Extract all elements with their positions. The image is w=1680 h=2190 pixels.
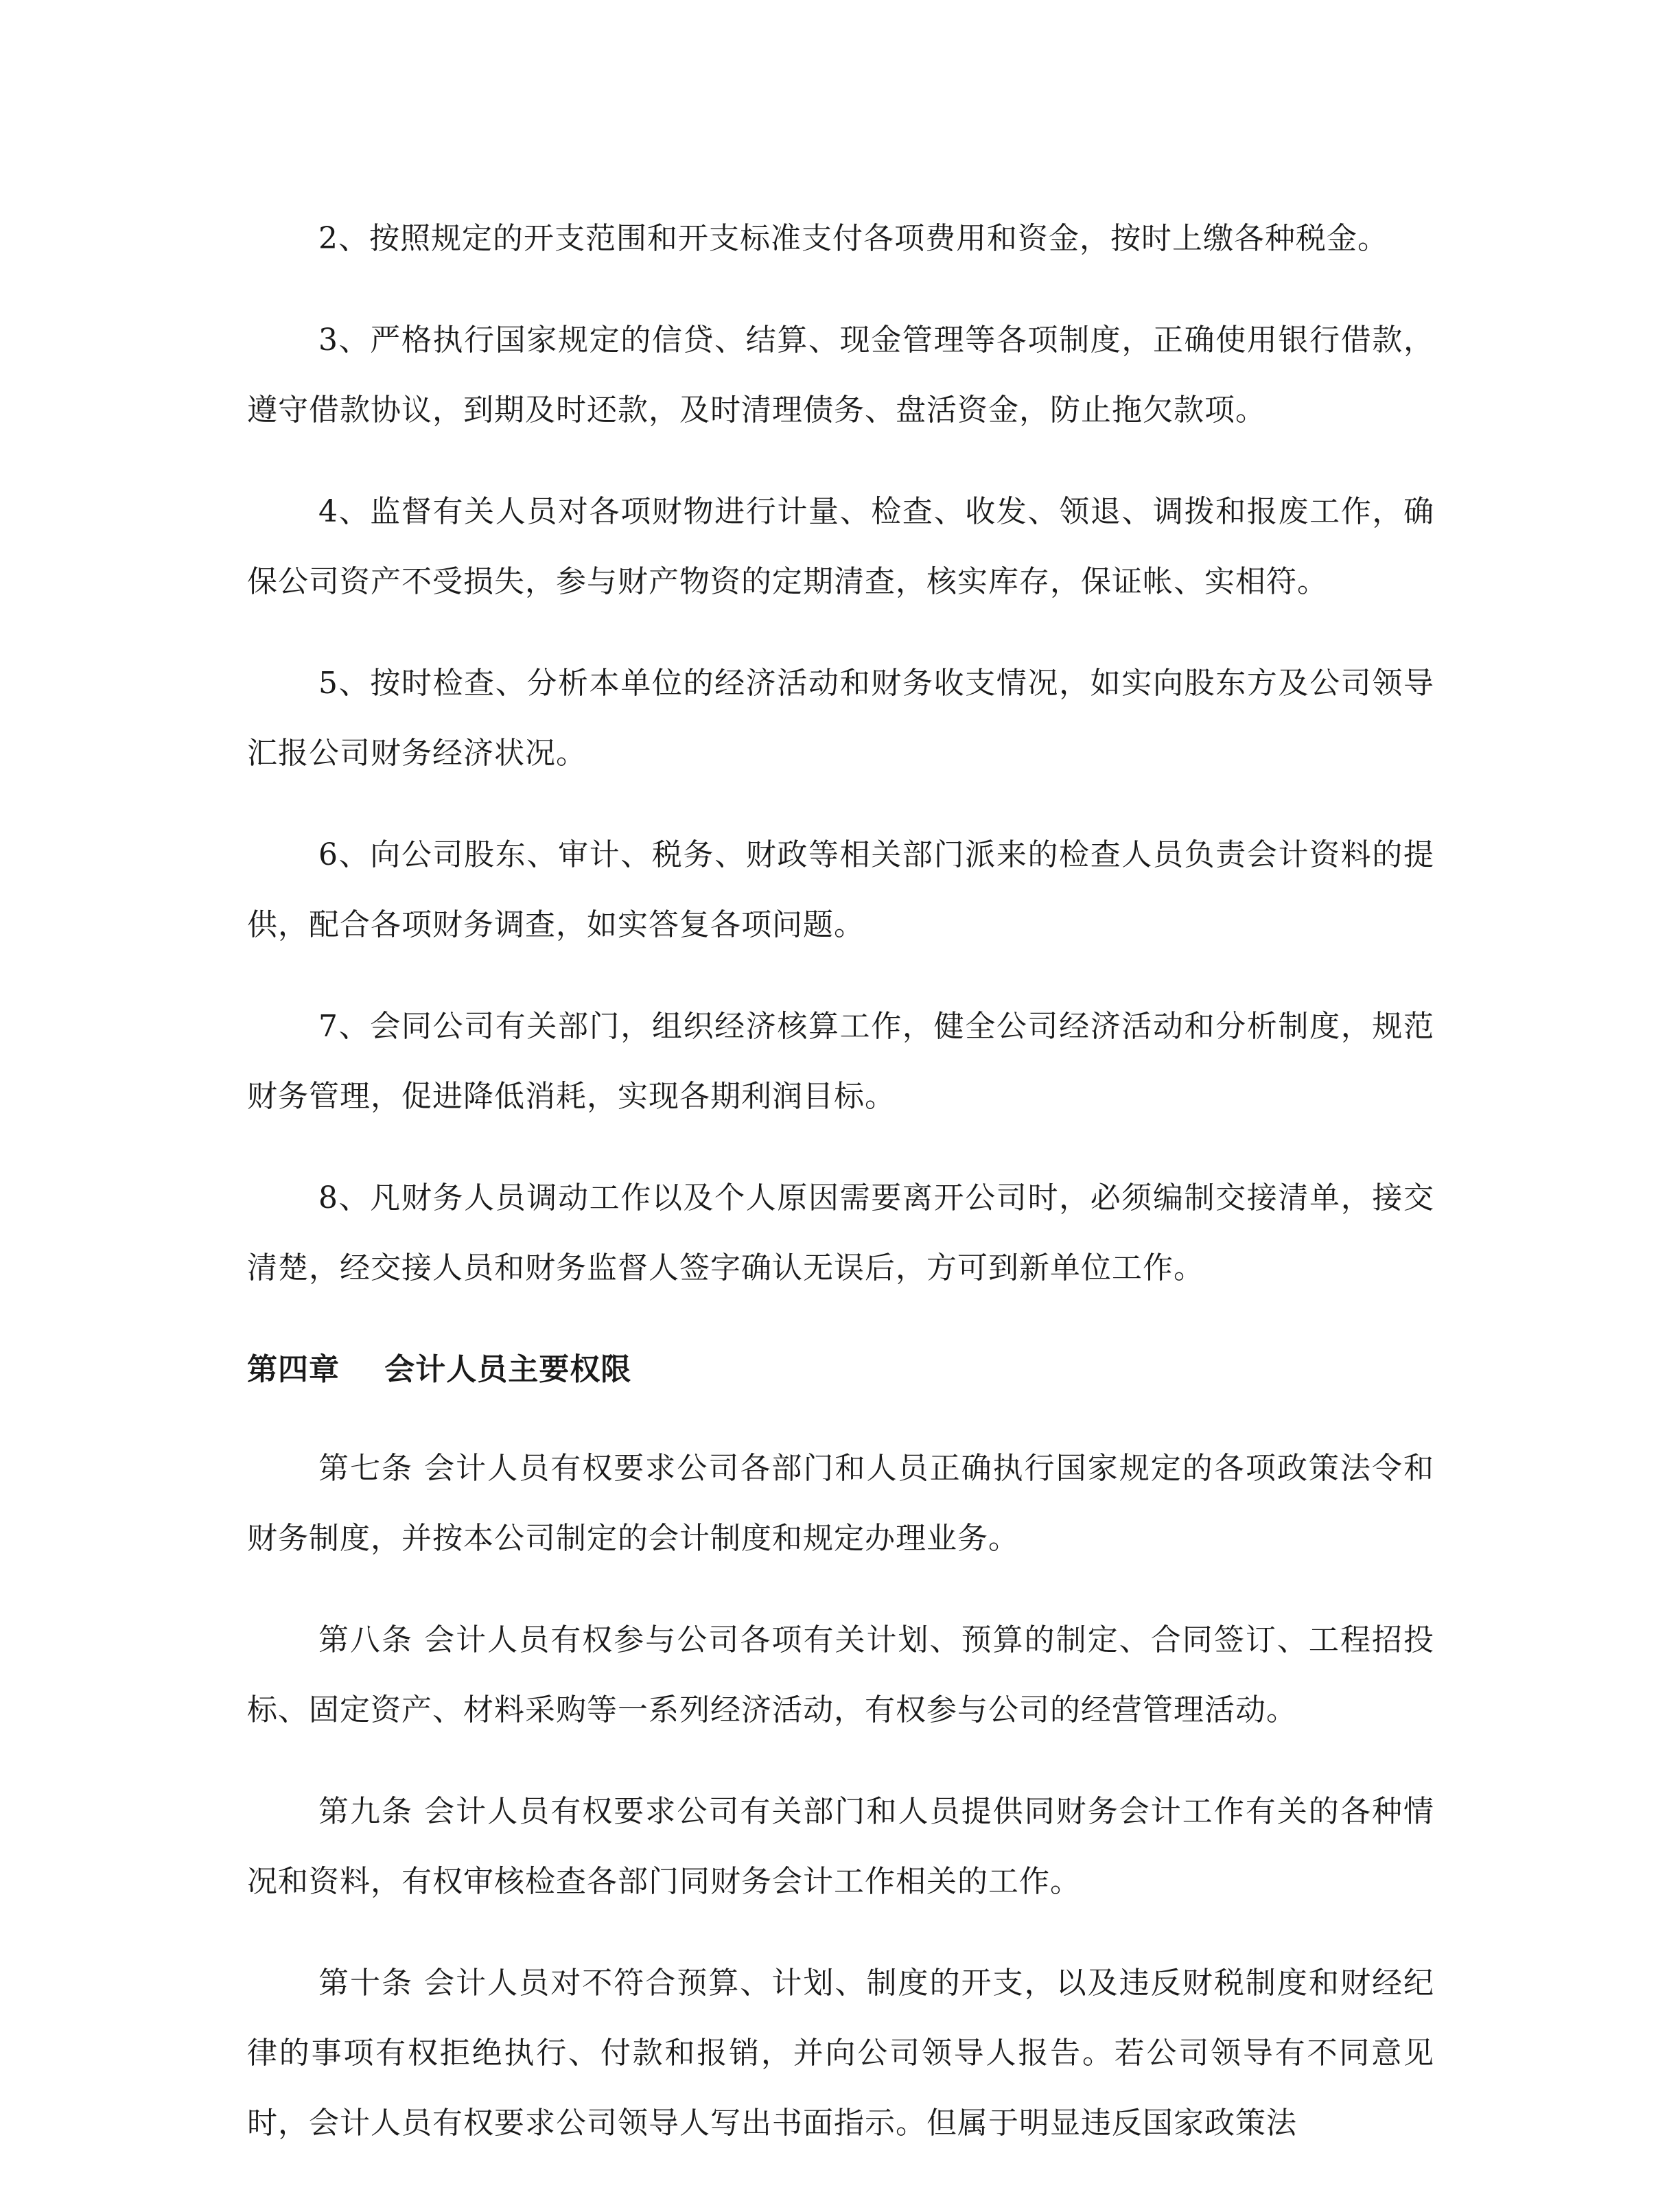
list-item-4: 4、监督有关人员对各项财物进行计量、检查、收发、领退、调拨和报废工作，确保公司资产不受损失，参与财产物资的定期清查，核实库存，保证帐、实相符。 xyxy=(247,494,1434,599)
article-8: 第八条 会计人员有权参与公司各项有关计划、预算的制定、合同签订、工程招投标、固定资产、材料采购等一系列经济活动，有权参与公司的经营管理活动。 xyxy=(247,1622,1434,1727)
list-item-8: 8、凡财务人员调动工作以及个人原因需要离开公司时，必须编制交接清单，接交清楚，经交接人员和财务监督人签字确认无误后，方可到新单位工作。 xyxy=(247,1180,1434,1285)
list-item-2: 2、按照规定的开支范围和开支标准支付各项费用和资金，按时上缴各种税金。 xyxy=(318,221,1388,256)
list-item-3: 3、严格执行国家规定的信贷、结算、现金管理等各项制度，正确使用银行借款，遵守借款协议，到期及时还款，及时清理债务、盘活资金，防止拖欠款项。 xyxy=(247,323,1434,428)
article-10: 第十条 会计人员对不符合预算、计划、制度的开支，以及违反财税制度和财经纪律的事项有权拒绝执行、付款和报销，并向公司领导人报告。若公司领导有不同意见时，会计人员有权要求公司领导人写出书面指示。但属于明显违反国家政策法 xyxy=(247,1966,1434,2141)
article-9: 第九条 会计人员有权要求公司有关部门和人员提供同财务会计工作有关的各种情况和资料，有权审核检查各部门同财务会计工作相关的工作。 xyxy=(247,1794,1434,1899)
chapter-heading: 第四章 会计人员主要权限 xyxy=(247,1352,632,1387)
document-body xyxy=(247,204,1434,2190)
list-item-5: 5、按时检查、分析本单位的经济活动和财务收支情况，如实向股东方及公司领导汇报公司财务经济状况。 xyxy=(247,666,1434,771)
list-item-6: 6、向公司股东、审计、税务、财政等相关部门派来的检查人员负责会计资料的提供，配合各项财务调查，如实答复各项问题。 xyxy=(247,837,1434,942)
article-7: 第七条 会计人员有权要求公司各部门和人员正确执行国家规定的各项政策法令和财务制度，并按本公司制定的会计制度和规定办理业务。 xyxy=(247,1451,1434,1556)
list-item-7: 7、会同公司有关部门，组织经济核算工作，健全公司经济活动和分析制度，规范财务管理，促进降低消耗，实现各期利润目标。 xyxy=(247,1009,1434,1114)
